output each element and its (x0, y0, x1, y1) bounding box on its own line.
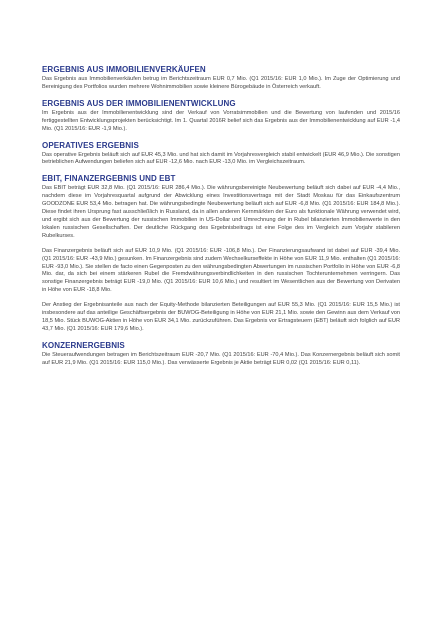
report-body (42, 65, 400, 368)
paragraph: Das operative Ergebnis beläuft sich auf EUR 45,3 Mio. und hat sich damit im Vorjahresvergleich stabil entwickelt (EUR 46,9 Mio.). Die sonstigen betrieblichen Aufwendungen beliefen sich auf EUR -12,6 Mio. nach EUR -13,0 Mio. im Vergleichszeitraum. (42, 151, 400, 166)
paragraph: Die Steueraufwendungen betragen im Berichtszeitraum EUR -20,7 Mio. (Q1 2015/16: EUR -70,4 Mio.). Das Konzernergebnis beläuft sich somit auf EUR 21,9 Mio. (Q1 2015/16: EUR 115,0 Mio.). Das verwässerte Ergebnis je Aktie beträgt EUR 0,02 (Q1 2015/16: EUR 0,11). (42, 351, 400, 366)
paragraph: Das Ergebnis aus Immobilienverkäufen betrug im Berichtszeitraum EUR 0,7 Mio. (Q1 2015/16: EUR 1,0 Mio.). Im Zuge der Optimierung und Bereinigung des Portfolios wurden mehrere Wohnimmobilien sowie kleinere Bürogebäude in Österreich verkauft. (42, 76, 400, 90)
paragraph: Das Finanzergebnis beläuft sich auf EUR 10,9 Mio. (Q1 2015/16: EUR -106,8 Mio.). Der Finanzierungsaufwand ist dabei auf EUR -39,4 Mio. (Q1 2015/16: EUR -43,9 Mio.) gesunken. Im Finanzergebnis sind zudem Wechselkurseffekte in Höhe von EUR 11,9 Mio. enthalten (Q1 2015/16: EUR -93,0 Mio.). Sie stellen de facto einen Gegenposten zu den währungsbedingten Abwertungen im russischen Portfolio in Höhe von EUR -6,8 Mio. dar, da sich bei einem stärkeren Rubel die Fremdwährungsverbindlichkeiten in den russischen Tochterunternehmen verringern. Das sonstige Finanzergebnis beträgt EUR -19,0 Mio. (Q1 2015/16: EUR 10,6 Mio.) und resultiert im Wesentlichen aus der Bewertung von Derivaten in Höhe von EUR -18,8 Mio. (42, 247, 400, 294)
section-heading-ebit: EBIT, FINANZERGEBNIS UND EBT (42, 174, 176, 184)
paragraph: Das EBIT beträgt EUR 32,8 Mio. (Q1 2015/16: EUR 286,4 Mio.). Die währungsbereinigte Neubewertung beläuft sich dabei auf EUR -4,4 Mio., nachdem diese im Vorjahresquartal aufgrund der Abwicklung eines Investitionsvertrags mit der Stadt Moskau für das Einkaufszentrum GOODZONE EUR 53,4 Mio. betragen hat. Die währungsbedingte Neubewertung beläuft sich auf EUR -6,8 Mio. (Q1 2015/16: EUR 184,8 Mio.). Diese findet ihren Ursprung fast ausschließlich in Russland, da in allen anderen Kernmärkten der Euro als funktionale Währung verwendet wird, und ergibt sich aus der Bewertung der russischen Immobilien in US-Dollar und Umrechnung der in Rubel bilanzierten Immobilienwerte in den lokalen russischen Gesellschaften. Der deutliche Rückgang des Ergebnisbeitrags ist eine Folge des im Vergleich zum Vorjahr stabileren Rubelkurses. (42, 185, 400, 239)
section-heading-operating-result: OPERATIVES ERGEBNIS (42, 140, 139, 150)
section-heading-real-estate-sales: ERGEBNIS AUS IMMOBILIENVERKÄUFEN (42, 65, 206, 74)
paragraph: Im Ergebnis aus der Immobilienentwicklung sind der Verkauf von Vorratsimmobilien und die Bewertung von laufenden und 2015/16 fertiggestellten Entwicklungsprojekten berücksichtigt. Im 1. Quartal 2016R belief sich das Ergebnis aus der Immobilienentwicklung auf EUR -1,4 Mio. (Q1 2015/16: EUR -1,9 Mio.). (42, 109, 400, 132)
section-heading-development: ERGEBNIS AUS DER IMMOBILIENENTWICKLUNG (42, 98, 236, 108)
section-heading-net-result: KONZERNERGEBNIS (42, 340, 125, 350)
paragraph: Der Anstieg der Ergebnisanteile aus nach der Equity-Methode bilanzierten Beteiligungen auf EUR 55,3 Mio. (Q1 2015/16: EUR 15,5 Mio.) ist insbesondere auf das anteilige Geschäftsergebnis der BUWOG-Beteiligung in Höhe von EUR 21,1 Mio. sowie den Gewinn aus dem Verkauf von 18,5 Mio. Stück BUWOG-Aktien in Höhe von EUR 34,1 Mio. zurückzuführen. Das Ergebnis vor Ertragsteuern (EBT) beläuft sich folglich auf EUR 43,7 Mio. (Q1 2015/16: EUR 179,6 Mio.). (42, 302, 400, 332)
